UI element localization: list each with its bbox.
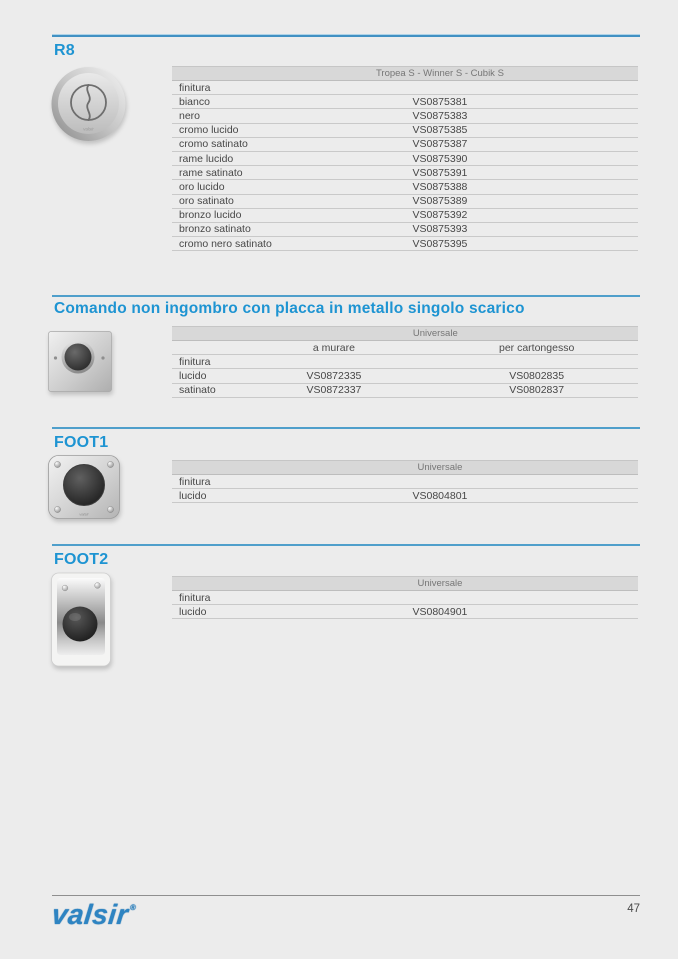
column-header-per-cartongesso: per cartongesso (435, 341, 638, 355)
table-row (172, 475, 638, 489)
valsir-logo-text: valsir (50, 899, 130, 930)
section-divider (52, 544, 640, 546)
finish-cell: lucido (172, 605, 242, 619)
column-header-a-murare: a murare (233, 341, 436, 355)
valsir-logo (50, 899, 137, 931)
finish-cell: cromo lucido (172, 123, 242, 137)
table-row (172, 137, 638, 151)
table-row (172, 109, 638, 123)
table-row (172, 123, 638, 137)
code-cell: VS0875389 (242, 194, 638, 208)
code-cell: VS0875393 (242, 222, 638, 236)
table-row (172, 180, 638, 194)
section-divider (52, 427, 640, 429)
table-group-header-row (172, 461, 638, 475)
code-cell: VS0875388 (242, 180, 638, 194)
table-row (172, 237, 638, 251)
table-row (172, 166, 638, 180)
group-header: Universale (242, 577, 638, 591)
code-cell: VS0804901 (242, 605, 638, 619)
code-cell: VS0875390 (242, 151, 638, 165)
finish-cell: rame satinato (172, 166, 242, 180)
r8-product-image (50, 66, 127, 143)
section-title-foot2: FOOT2 (54, 551, 109, 568)
r8-finish-table (172, 66, 638, 251)
finish-cell: oro satinato (172, 194, 242, 208)
group-header: Tropea S - Winner S - Cubik S (242, 67, 638, 81)
table-row (172, 369, 638, 383)
table-group-header-row (172, 327, 638, 341)
foot2-finish-table (172, 576, 638, 619)
top-rule (52, 34, 640, 37)
table-row (172, 383, 638, 397)
code-cell: VS0872337 (233, 383, 436, 397)
code-cell: VS0802835 (435, 369, 638, 383)
table-group-header-row (172, 577, 638, 591)
table-row (172, 95, 638, 109)
table-row (172, 605, 638, 619)
group-header: Universale (233, 327, 638, 341)
group-header: Universale (242, 461, 638, 475)
svg-text:valsir: valsir (83, 126, 94, 132)
table-subheader-row (172, 341, 638, 355)
section-title-comando: Comando non ingombro con placca in metallo singolo scarico (54, 300, 525, 317)
finish-cell: lucido (172, 369, 233, 383)
table-row (172, 151, 638, 165)
code-cell: VS0872335 (233, 369, 436, 383)
comando-finish-table (172, 326, 638, 398)
finish-cell: oro lucido (172, 180, 242, 194)
code-cell: VS0875383 (242, 109, 638, 123)
finish-cell: bianco (172, 95, 242, 109)
code-cell: VS0875395 (242, 237, 638, 251)
section-title-foot1: FOOT1 (54, 434, 109, 451)
table-row (172, 208, 638, 222)
footer-rule (52, 895, 640, 896)
svg-text:valsir: valsir (79, 511, 89, 517)
page-number: 47 (627, 903, 640, 915)
finish-label-cell: finitura (172, 475, 242, 489)
table-row (172, 222, 638, 236)
finish-label-cell: finitura (172, 355, 233, 369)
code-cell: VS0875385 (242, 123, 638, 137)
foot1-finish-table (172, 460, 638, 503)
table-group-header-row (172, 67, 638, 81)
code-cell: VS0875387 (242, 137, 638, 151)
table-row (172, 194, 638, 208)
finish-cell: satinato (172, 383, 233, 397)
section-divider (52, 295, 640, 297)
table-row (172, 489, 638, 503)
finish-cell: cromo nero satinato (172, 237, 242, 251)
comando-product-image (48, 331, 112, 392)
section-title-r8: R8 (54, 42, 75, 59)
finish-label-cell: finitura (172, 81, 242, 95)
finish-cell: bronzo satinato (172, 222, 242, 236)
finish-cell: cromo satinato (172, 137, 242, 151)
code-cell: VS0875391 (242, 166, 638, 180)
code-cell: VS0875392 (242, 208, 638, 222)
finish-cell: lucido (172, 489, 242, 503)
table-row (172, 591, 638, 605)
code-cell: VS0804801 (242, 489, 638, 503)
code-cell: VS0802837 (435, 383, 638, 397)
registered-trademark-mark: ® (129, 903, 137, 912)
finish-label-cell: finitura (172, 591, 242, 605)
code-cell: VS0875381 (242, 95, 638, 109)
foot2-product-image (50, 572, 114, 670)
table-row (172, 355, 638, 369)
finish-cell: rame lucido (172, 151, 242, 165)
foot1-product-image (47, 454, 121, 520)
finish-cell: bronzo lucido (172, 208, 242, 222)
table-row (172, 81, 638, 95)
finish-cell: nero (172, 109, 242, 123)
